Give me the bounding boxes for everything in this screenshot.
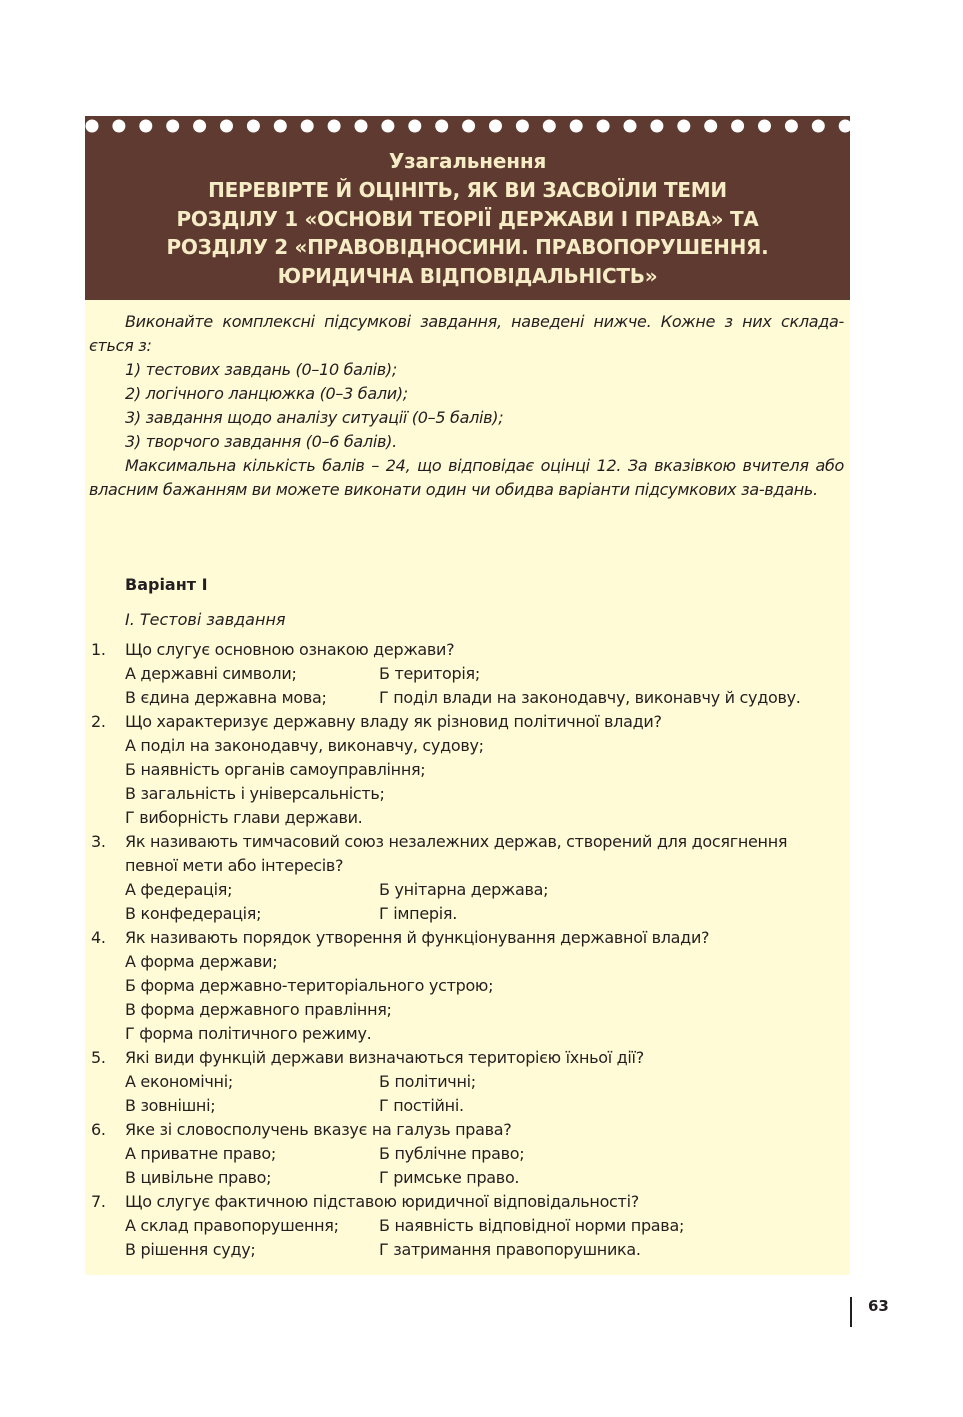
answer-option: В форма державного правління; xyxy=(125,1000,392,1019)
answer-row xyxy=(125,1094,850,1118)
intro-item: 3) творчого завдання (0–6 балів). xyxy=(125,432,397,451)
scallop-dot xyxy=(597,120,610,133)
answer-option: В зовнішні; xyxy=(125,1096,216,1115)
chapter-header xyxy=(85,141,850,300)
answer-options xyxy=(125,1142,850,1190)
scallop-dot xyxy=(193,120,206,133)
scallop-dot xyxy=(624,120,637,133)
answer-option: Г форма політичного режиму. xyxy=(125,1024,372,1043)
answer-option: Б наявність відповідної норми права; xyxy=(379,1216,685,1235)
page-number: 63 xyxy=(868,1297,889,1315)
scallop-dot xyxy=(462,120,475,133)
answer-row xyxy=(125,1238,850,1262)
scallop-dot xyxy=(355,120,368,133)
scallop-dot xyxy=(677,120,690,133)
answer-options xyxy=(125,1214,850,1262)
answer-option: В рішення суду; xyxy=(125,1240,256,1259)
answer-option: В цивільне право; xyxy=(125,1168,272,1187)
question-text: Що характеризує державну владу як різновид політичної влади? xyxy=(125,712,662,731)
answer-option: А федерація; xyxy=(125,880,233,899)
scallop-dot xyxy=(408,120,421,133)
intro-item: 2) логічного ланцюжка (0–3 бали); xyxy=(125,384,408,403)
intro-item: 1) тестових завдань (0–10 балів); xyxy=(125,360,397,379)
scallop-dot xyxy=(812,120,825,133)
scallop-dot xyxy=(516,120,529,133)
answer-options xyxy=(125,662,850,710)
scallop-dot xyxy=(86,120,99,133)
question-text: Що слугує фактичною підставою юридичної відповідальності? xyxy=(125,1192,639,1211)
header-line: РОЗДІЛУ 2 «ПРАВОВІДНОСИНИ. ПРАВОПОРУШЕННЯ. xyxy=(166,235,769,259)
question-item xyxy=(85,1046,850,1118)
answer-option: Б форма державно-територіального устрою; xyxy=(125,976,494,995)
scallop-dot xyxy=(247,120,260,133)
scallop-dot xyxy=(704,120,717,133)
answer-option: А поділ на законодавчу, виконавчу, судову; xyxy=(125,736,484,755)
answer-option: А форма держави; xyxy=(125,952,278,971)
answer-option: В загальність і універсальність; xyxy=(125,784,385,803)
intro-text xyxy=(89,310,844,502)
question-item xyxy=(85,710,850,830)
scallop-dot xyxy=(839,120,850,133)
question-number: 1. xyxy=(91,640,106,659)
answer-options xyxy=(125,950,850,1046)
section-title: І. Тестові завдання xyxy=(125,610,286,629)
scallop-dot xyxy=(328,120,341,133)
question-number: 3. xyxy=(91,832,106,851)
intro-closing: Максимальна кількість балів – 24, що відповідає оцінці 12. За вказівкою вчителя або власним бажанням ви можете виконати один чи обидва варіанти підсумкових за-вдань. xyxy=(89,456,844,499)
answer-option: Б публічне право; xyxy=(379,1144,525,1163)
answer-row xyxy=(125,686,850,710)
question-number: 5. xyxy=(91,1048,106,1067)
question-item xyxy=(85,830,850,926)
question-number: 6. xyxy=(91,1120,106,1139)
answer-row xyxy=(125,902,850,926)
scallop-dot xyxy=(301,120,314,133)
answer-option: Г поділ влади на законодавчу, виконавчу й судову. xyxy=(379,688,801,707)
question-item xyxy=(85,1190,850,1262)
question-item xyxy=(85,926,850,1046)
scallop-dot xyxy=(166,120,179,133)
question-item xyxy=(85,1118,850,1190)
answer-option: В конфедерація; xyxy=(125,904,262,923)
question-text: Яке зі словосполучень вказує на галузь права? xyxy=(125,1120,512,1139)
header-line: ЮРИДИЧНА ВІДПОВІДАЛЬНІСТЬ» xyxy=(277,263,658,288)
scallop-dot xyxy=(570,120,583,133)
scallop-dot xyxy=(758,120,771,133)
answer-option: Г постійні. xyxy=(379,1096,464,1115)
answer-option: Б територія; xyxy=(379,664,480,683)
question-number: 7. xyxy=(91,1192,106,1211)
answer-option: В єдина державна мова; xyxy=(125,688,327,707)
question-item xyxy=(85,638,850,710)
question-text: Які види функцій держави визначаються територією їхньої дії? xyxy=(125,1048,644,1067)
scallop-dot xyxy=(543,120,556,133)
answer-option: А приватне право; xyxy=(125,1144,276,1163)
header-subtitle: Узагальнення xyxy=(388,149,547,173)
scallop-dot xyxy=(489,120,502,133)
scallop-dot xyxy=(650,120,663,133)
answer-row xyxy=(125,1070,850,1094)
question-number: 4. xyxy=(91,928,106,947)
question-text: Що слугує основною ознакою держави? xyxy=(125,640,455,659)
question-list xyxy=(85,638,850,1262)
scallop-dot xyxy=(381,120,394,133)
answer-options xyxy=(125,878,850,926)
scallop-dot xyxy=(785,120,798,133)
answer-options xyxy=(125,734,850,830)
intro-item: 3) завдання щодо аналізу ситуації (0–5 балів); xyxy=(125,408,504,427)
answer-row xyxy=(125,1166,850,1190)
answer-options xyxy=(125,1070,850,1118)
answer-row xyxy=(125,1214,850,1238)
answer-option: Г імперія. xyxy=(379,904,457,923)
answer-row xyxy=(125,1142,850,1166)
content-panel xyxy=(85,113,850,1275)
answer-option: Г затримання правопорушника. xyxy=(379,1240,641,1259)
scallop-dot xyxy=(731,120,744,133)
answer-option: Г римське право. xyxy=(379,1168,520,1187)
answer-row xyxy=(125,662,850,686)
scalloped-border xyxy=(85,113,850,141)
question-text: Як називають порядок утворення й функціонування державної влади? xyxy=(125,928,710,947)
variant-title: Варіант І xyxy=(125,575,208,594)
scallop-dot xyxy=(139,120,152,133)
answer-row xyxy=(125,878,850,902)
scallop-dot xyxy=(274,120,287,133)
answer-option: Б політичні; xyxy=(379,1072,476,1091)
page-number-divider xyxy=(850,1297,852,1327)
scallop-dot xyxy=(435,120,448,133)
scallop-dot xyxy=(112,120,125,133)
answer-option: А державні символи; xyxy=(125,664,297,683)
header-line: РОЗДІЛУ 1 «ОСНОВИ ТЕОРІЇ ДЕРЖАВИ І ПРАВА» ТА xyxy=(176,206,759,231)
answer-option: А склад правопорушення; xyxy=(125,1216,339,1235)
question-text: Як називають тимчасовий союз незалежних держав, створений для досягнення певної мети або інтересів? xyxy=(125,832,788,875)
intro-lead: Виконайте комплексні підсумкові завдання, наведені нижче. Кожне з них склада-ється з: xyxy=(89,312,844,355)
answer-option: А економічні; xyxy=(125,1072,233,1091)
scallop-dot xyxy=(220,120,233,133)
answer-option: Б унітарна держава; xyxy=(379,880,549,899)
answer-option: Б наявність органів самоуправління; xyxy=(125,760,426,779)
question-number: 2. xyxy=(91,712,106,731)
answer-option: Г виборність глави держави. xyxy=(125,808,363,827)
scallop-decoration xyxy=(85,113,850,141)
header-line: ПЕРЕВІРТЕ Й ОЦІНІТЬ, ЯК ВИ ЗАСВОЇЛИ ТЕМИ xyxy=(208,178,727,202)
